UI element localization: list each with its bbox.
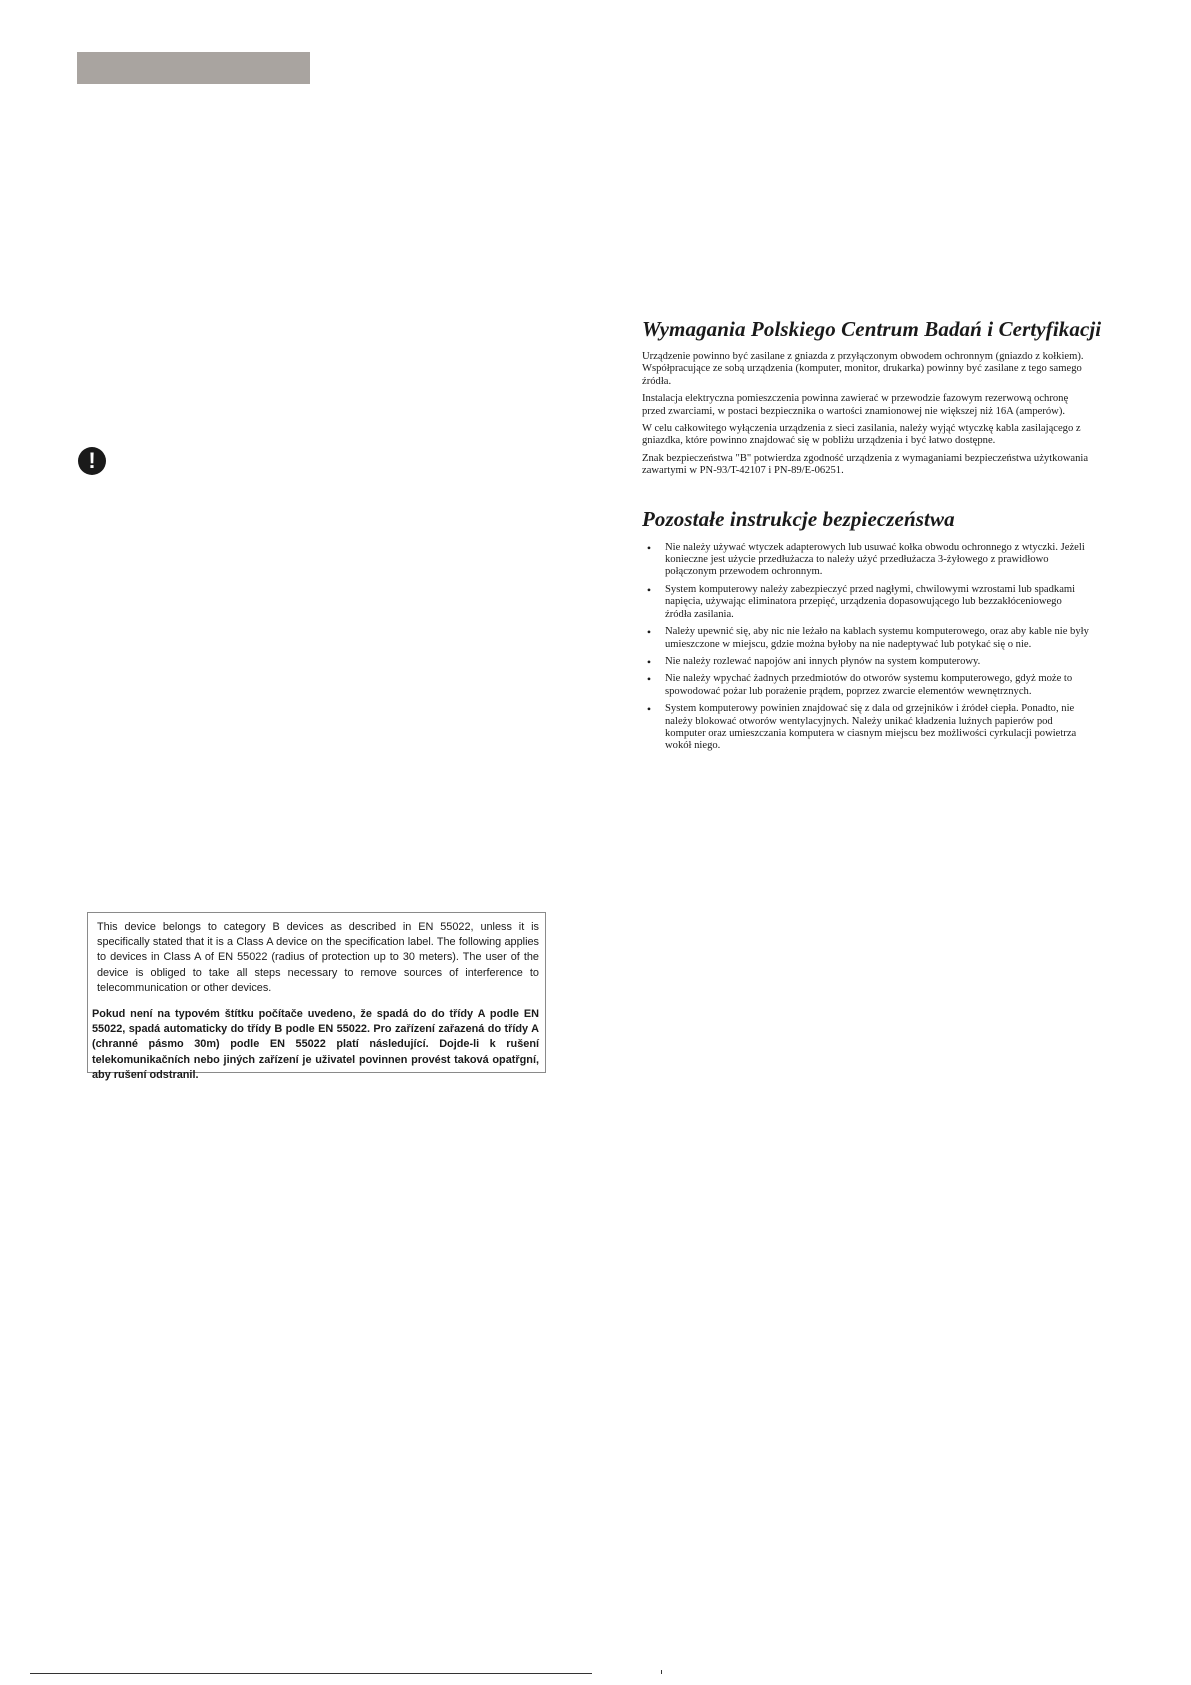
footer-tick-mark xyxy=(661,1670,662,1674)
section-header-bar xyxy=(77,52,310,84)
safety-list-item xyxy=(642,673,1090,698)
warning-exclamation-icon: ! xyxy=(78,447,106,475)
other-safety-list xyxy=(642,542,1090,753)
polish-requirements-paragraph: W celu całkowitego wyłączenia urządzenia z sieci zasilania, należy wyjąć wtyczkę kabla zasilającego z gniazdka, które powinno znajdować się w pobliżu urządzenia i być łatwo dostępne. xyxy=(642,423,1081,447)
safety-list-item-text: System komputerowy powinien znajdować się z dala od grzejników i źródeł ciepła. Ponadto, nie należy blokować otworów wentylacyjnych. Należy unikać kładzenia luźnych papierów pod komputer oraz umieszczania komputera w ciasnym miejscu bez możliwości cyrkulacji powietrza wokół niego. xyxy=(665,703,1077,752)
safety-list-item xyxy=(642,656,1090,668)
safety-list-item xyxy=(642,584,1090,621)
emc-notice-box xyxy=(87,912,546,1081)
bullet-icon: • xyxy=(646,654,652,669)
bullet-icon: • xyxy=(646,672,652,687)
polish-safety-column xyxy=(642,316,1102,753)
emc-notice-english: This device belongs to category B devices as described in EN 55022, unless it is specifically stated that it is a Class A device on the specification label. The following applies to devices in Class A of EN 55022 (radius of protection up to 30 meters). The user of the device is obliged to take all steps necessary to remove sources of interference to telecommunication or other devices. xyxy=(97,921,539,994)
safety-list-item-text: Nie należy używać wtyczek adapterowych lub usuwać kołka obwodu ochronnego z wtyczki. Jeżeli konieczne jest użycie przedłużacza to należy użyć przedłużacza 3-żyłowego z prawidłowo połączonym przewodem ochronnym. xyxy=(665,541,1085,578)
emc-notice-czech: Pokud není na typovém štítku počítače uvedeno, že spadá do do třídy A podle EN 55022, spadá automaticky do třídy B podle EN 55022. Pro zařízení zařazená do třídy A (chranné pásmo 30m) podle EN 55022 platí následující. Dojde-li k rušení telekomunikačních nebo jiných zařízení je uživatel povinnen provést taková opatřgní, aby rušení odstranil. xyxy=(92,1008,539,1081)
footer-rule xyxy=(30,1673,592,1674)
safety-list-item-text: Nie należy wpychać żadnych przedmiotów do otworów systemu komputerowego, gdyż może to spowodować pożar lub porażenie prądem, poprzez zwarcie elementów wewnętrznych. xyxy=(665,673,1073,697)
polish-requirements-paragraph: Urządzenie powinno być zasilane z gniazda z przyłączonym obwodem ochronnym (gniazdo z kołkiem). Współpracujące ze sobą urządzenia (komputer, monitor, drukarka) powinny być zasilane z tego samego źródła. xyxy=(642,351,1084,387)
polish-requirements-paragraph: Znak bezpieczeństwa "B" potwierdza zgodność urządzenia z wymaganiami bezpieczeństwa użytkowania zawartymi w PN-93/T-42107 i PN-89/E-06251. xyxy=(642,452,1089,477)
safety-list-item xyxy=(642,703,1090,753)
safety-list-item xyxy=(642,542,1090,579)
safety-list-item xyxy=(642,626,1090,651)
safety-list-item-text: Nie należy rozlewać napojów ani innych płynów na system komputerowy. xyxy=(665,655,981,667)
other-safety-heading: Pozostałe instrukcje bezpieczeństwa xyxy=(642,506,955,531)
bullet-icon: • xyxy=(646,582,652,597)
bullet-icon: • xyxy=(646,540,652,555)
safety-list-item-text: Należy upewnić się, aby nic nie leżało na kablach systemu komputerowego, oraz aby kable nie były umieszczone w miejscu, gdzie można byłoby na nie nadeptywać lub potykać się o nie. xyxy=(665,626,1089,650)
polish-requirements-paragraph: Instalacja elektryczna pomieszczenia powinna zawierać w przewodzie fazowym rezerwową ochronę przed zwarciami, w postaci bezpiecznika o wartości znamionowej nie większej niż 16A (amperów). xyxy=(642,393,1069,417)
bullet-icon: • xyxy=(646,625,652,640)
safety-list-item-text: System komputerowy należy zabezpieczyć przed nagłymi, chwilowymi wzrostami lub spadkami napięcia, używając eliminatora przepięć, urządzenia dopasowującego lub bezzakłóceniowego źródła zasilania. xyxy=(665,583,1076,620)
bullet-icon: • xyxy=(646,702,652,717)
polish-requirements-heading: Wymagania Polskiego Centrum Badań i Certyfikacji xyxy=(642,317,1102,341)
